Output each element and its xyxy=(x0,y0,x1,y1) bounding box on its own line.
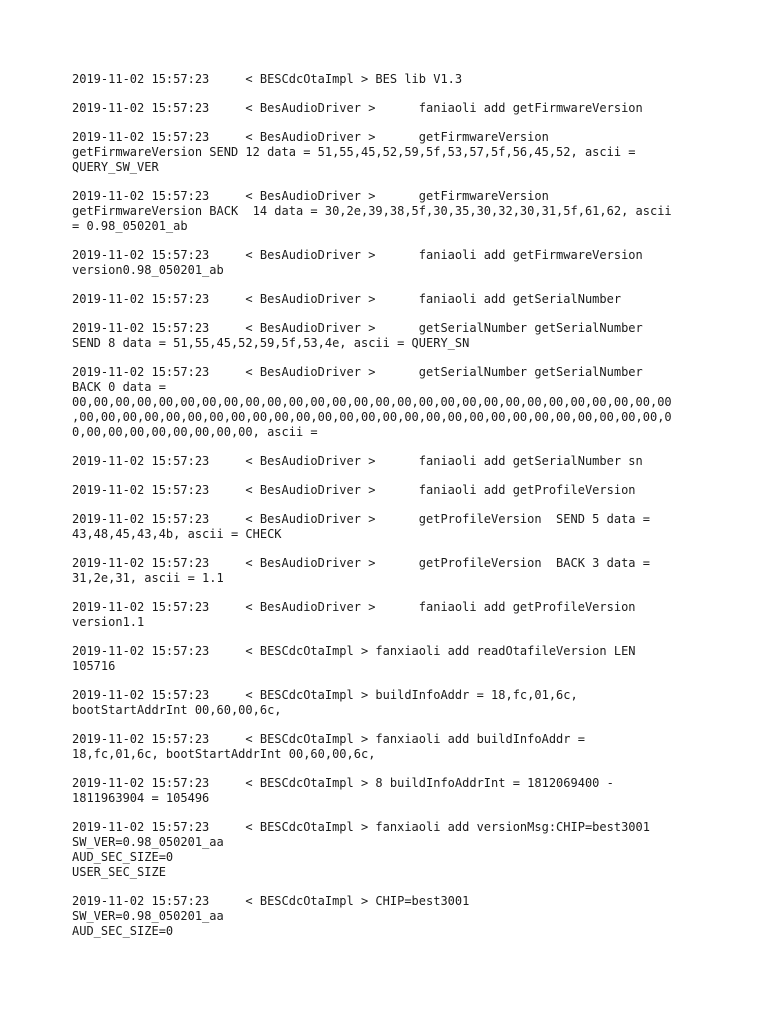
log-entry xyxy=(72,483,712,498)
log-entry-line: 105716 xyxy=(72,659,116,673)
log-entry xyxy=(72,820,712,880)
log-entry-header: 2019-11-02 15:57:23 < BESCdcOtaImpl > BES lib V1.3 xyxy=(72,72,463,86)
log-entry-header: 2019-11-02 15:57:23 < BesAudioDriver > faniaoli add getFirmwareVersion xyxy=(72,101,643,115)
log-entry-line: SEND 8 data = 51,55,45,52,59,5f,53,4e, ascii = QUERY_SN xyxy=(72,336,470,350)
log-entry-header: 2019-11-02 15:57:23 < BesAudioDriver > getSerialNumber getSerialNumber xyxy=(72,365,643,379)
log-entry-header: 2019-11-02 15:57:23 < BESCdcOtaImpl > fanxiaoli add versionMsg:CHIP=best3001 xyxy=(72,820,650,834)
log-entry-line: version1.1 xyxy=(72,615,145,629)
log-entry xyxy=(72,101,712,116)
log-entry-line: AUD_SEC_SIZE=0 xyxy=(72,850,174,864)
log-entry-line: 43,48,45,43,4b, ascii = CHECK xyxy=(72,527,282,541)
log-entry-header: 2019-11-02 15:57:23 < BesAudioDriver > getProfileVersion BACK 3 data = xyxy=(72,556,650,570)
log-document xyxy=(72,72,712,953)
log-entry-line: SW_VER=0.98_050201_aa xyxy=(72,835,224,849)
log-entry-line: BACK 0 data = xyxy=(72,380,166,394)
log-entry-header: 2019-11-02 15:57:23 < BesAudioDriver > getFirmwareVersion xyxy=(72,189,549,203)
log-entry-line: = 0.98_050201_ab xyxy=(72,219,188,233)
log-entry-line: 31,2e,31, ascii = 1.1 xyxy=(72,571,224,585)
log-entry xyxy=(72,512,712,542)
log-entry-line: 18,fc,01,6c, bootStartAddrInt 00,60,00,6c, xyxy=(72,747,376,761)
log-entry-line: 00,00,00,00,00,00,00,00,00,00,00,00,00,00,00,00,00,00,00,00,00,00,00,00,00,00,00,00 xyxy=(72,395,672,409)
log-entry xyxy=(72,454,712,469)
log-entry xyxy=(72,248,712,278)
log-entry xyxy=(72,365,712,440)
log-entry xyxy=(72,644,712,674)
log-entry-line: QUERY_SW_VER xyxy=(72,160,159,174)
log-entry-header: 2019-11-02 15:57:23 < BesAudioDriver > faniaoli add getProfileVersion xyxy=(72,483,636,497)
log-entry xyxy=(72,556,712,586)
log-entry-header: 2019-11-02 15:57:23 < BESCdcOtaImpl > buildInfoAddr = 18,fc,01,6c, xyxy=(72,688,578,702)
log-entry xyxy=(72,600,712,630)
log-entry-header: 2019-11-02 15:57:23 < BesAudioDriver > getFirmwareVersion xyxy=(72,130,549,144)
log-entry-line: 0,00,00,00,00,00,00,00,00, ascii = xyxy=(72,425,318,439)
log-entry-header: 2019-11-02 15:57:23 < BesAudioDriver > faniaoli add getProfileVersion xyxy=(72,600,636,614)
log-entry-line: getFirmwareVersion BACK 14 data = 30,2e,39,38,5f,30,35,30,32,30,31,5f,61,62, ascii xyxy=(72,204,672,218)
log-entry xyxy=(72,189,712,234)
log-entry-header: 2019-11-02 15:57:23 < BESCdcOtaImpl > 8 buildInfoAddrInt = 1812069400 - xyxy=(72,776,614,790)
log-entry xyxy=(72,72,712,87)
log-entry-header: 2019-11-02 15:57:23 < BesAudioDriver > getSerialNumber getSerialNumber xyxy=(72,321,643,335)
log-entry-header: 2019-11-02 15:57:23 < BesAudioDriver > faniaoli add getFirmwareVersion xyxy=(72,248,643,262)
log-entry xyxy=(72,130,712,175)
log-entry-line: SW_VER=0.98_050201_aa xyxy=(72,909,224,923)
log-entry-line: bootStartAddrInt 00,60,00,6c, xyxy=(72,703,282,717)
log-entry-line: version0.98_050201_ab xyxy=(72,263,224,277)
log-entry-line: getFirmwareVersion SEND 12 data = 51,55,45,52,59,5f,53,57,5f,56,45,52, ascii = xyxy=(72,145,636,159)
log-entry-line: 1811963904 = 105496 xyxy=(72,791,210,805)
log-entry xyxy=(72,688,712,718)
log-entry-header: 2019-11-02 15:57:23 < BESCdcOtaImpl > CHIP=best3001 xyxy=(72,894,470,908)
log-entry-line: ,00,00,00,00,00,00,00,00,00,00,00,00,00,00,00,00,00,00,00,00,00,00,00,00,00,00,00,0 xyxy=(72,410,672,424)
log-entry-header: 2019-11-02 15:57:23 < BESCdcOtaImpl > fanxiaoli add readOtafileVersion LEN xyxy=(72,644,636,658)
log-entry-header: 2019-11-02 15:57:23 < BesAudioDriver > faniaoli add getSerialNumber sn xyxy=(72,454,643,468)
log-entry xyxy=(72,732,712,762)
log-entry-header: 2019-11-02 15:57:23 < BESCdcOtaImpl > fanxiaoli add buildInfoAddr = xyxy=(72,732,585,746)
log-entry xyxy=(72,894,712,939)
log-entry-header: 2019-11-02 15:57:23 < BesAudioDriver > getProfileVersion SEND 5 data = xyxy=(72,512,650,526)
log-entry-line: USER_SEC_SIZE xyxy=(72,865,166,879)
log-entry-line: AUD_SEC_SIZE=0 xyxy=(72,924,174,938)
log-entry xyxy=(72,776,712,806)
log-entry xyxy=(72,321,712,351)
log-entry xyxy=(72,292,712,307)
log-entry-header: 2019-11-02 15:57:23 < BesAudioDriver > faniaoli add getSerialNumber xyxy=(72,292,622,306)
